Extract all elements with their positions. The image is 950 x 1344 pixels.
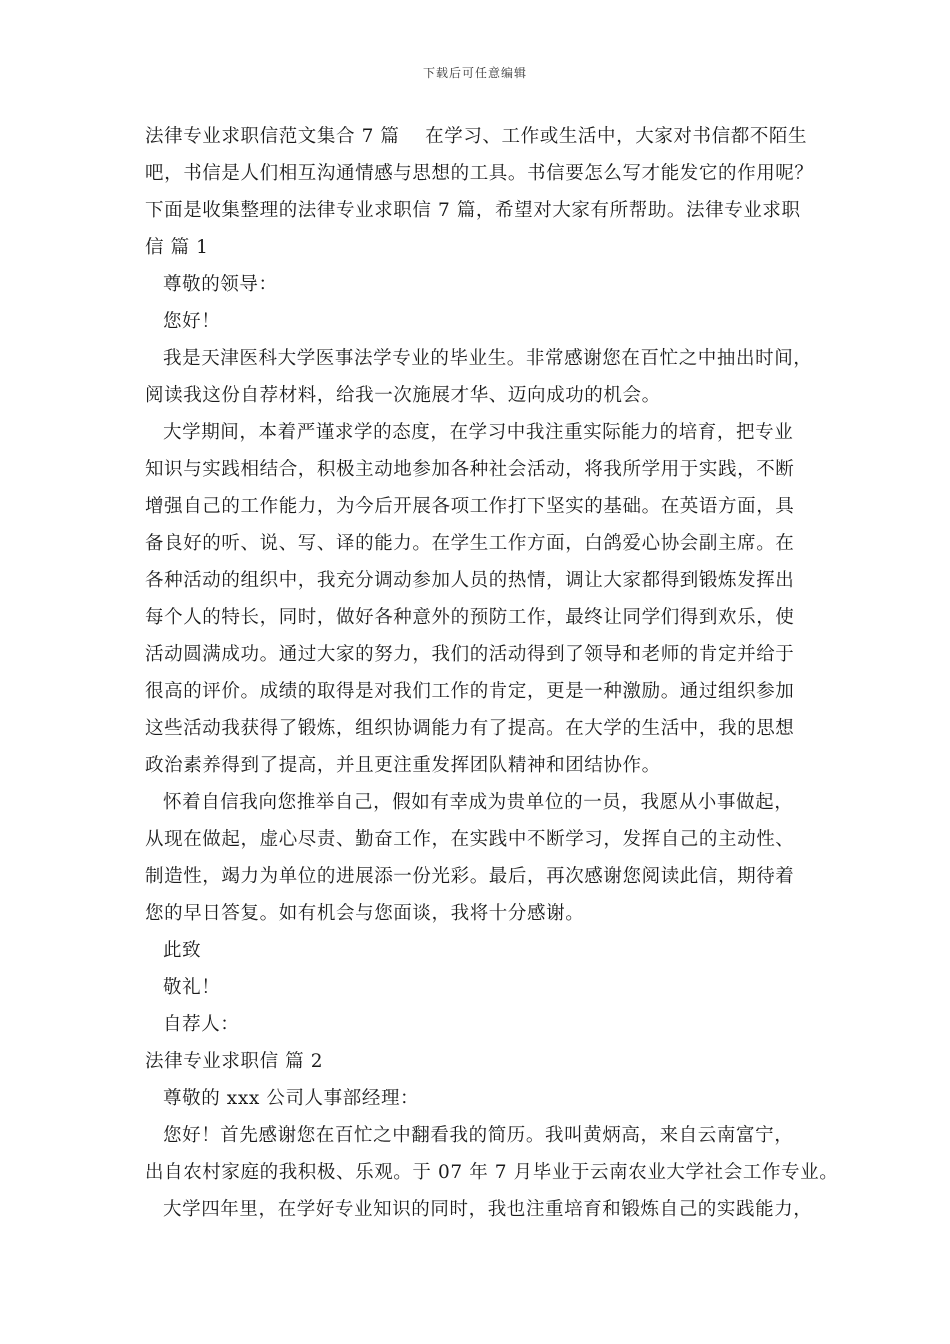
text-line: 制造性，竭力为单位的进展添一份光彩。最后，再次感谢您阅读此信，期待着 <box>145 866 795 887</box>
text-line: 各种活动的组织中，我充分调动参加人员的热情，调让大家都得到锻炼发挥出 <box>145 570 795 591</box>
text-line: 您的早日答复。如有机会与您面谈，我将十分感谢。 <box>145 903 585 924</box>
text-line: 知识与实践相结合，积极主动地参加各种社会活动，将我所学用于实践，不断 <box>145 459 795 480</box>
text-line: 您好！ <box>163 311 221 332</box>
text-line: 活动圆满成功。通过大家的努力，我们的活动得到了领导和老师的肯定并给于 <box>145 644 795 665</box>
text-line: 信 篇 1 <box>145 237 209 258</box>
text-line: 吧，书信是人们相互沟通情感与思想的工具。书信要怎么写才能发它的作用呢？ <box>145 163 814 184</box>
page-header: 下载后可任意编辑 <box>422 66 527 80</box>
text-line: 大学期间，本着严谨求学的态度，在学习中我注重实际能力的培育，把专业 <box>163 422 794 443</box>
text-line: 增强自己的工作能力，为今后开展各项工作打下坚实的基础。在英语方面，具 <box>145 496 795 517</box>
text-line: 尊敬的 xxx 公司人事部经理： <box>163 1088 420 1109</box>
text-line: 您好！首先感谢您在百忙之中翻看我的简历。我叫黄炳高，来自云南富宁， <box>163 1125 794 1146</box>
text-line: 此致 <box>163 940 202 961</box>
text-line: 法律专业求职信 篇 2 <box>145 1051 324 1072</box>
text-line: 从现在做起，虚心尽责、勤奋工作，在实践中不断学习，发挥自己的主动性、 <box>145 829 795 850</box>
text-line: 阅读我这份自荐材料，给我一次施展才华、迈向成功的机会。 <box>145 385 661 406</box>
text-line: 很高的评价。成绩的取得是对我们工作的肯定，更是一种激励。通过组织参加 <box>145 681 795 702</box>
text-line: 大学四年里，在学好专业知识的同时，我也注重培育和锻炼自己的实践能力， <box>163 1199 813 1220</box>
text-line: 我是天津医科大学医事法学专业的毕业生。非常感谢您在百忙之中抽出时间， <box>163 348 813 369</box>
text-line: 下面是收集整理的法律专业求职信 7 篇，希望对大家有所帮助。法律专业求职 <box>145 200 801 221</box>
text-line: 敬礼！ <box>163 977 221 998</box>
text-line: 尊敬的领导： <box>163 274 278 295</box>
text-line: 出自农村家庭的我积极、乐观。于 07 年 7 月毕业于云南农业大学社会工作专业。 <box>145 1162 839 1183</box>
text-line: 法律专业求职信范文集合 7 篇 在学习、工作或生活中，大家对书信都不陌生 <box>145 126 808 147</box>
text-line: 怀着自信我向您推举自己，假如有幸成为贵单位的一员，我愿从小事做起， <box>163 792 794 813</box>
text-line: 每个人的特长，同时，做好各种意外的预防工作，最终让同学们得到欢乐，使 <box>145 607 795 628</box>
text-line: 政治素养得到了提高，并且更注重发挥团队精神和团结协作。 <box>145 755 661 776</box>
text-line: 这些活动我获得了锻炼，组织协调能力有了提高。在大学的生活中，我的思想 <box>145 718 795 739</box>
text-line: 自荐人： <box>163 1014 240 1035</box>
document-body <box>145 118 839 1228</box>
text-line: 备良好的听、说、写、译的能力。在学生工作方面，白鸽爱心协会副主席。在 <box>145 533 795 554</box>
